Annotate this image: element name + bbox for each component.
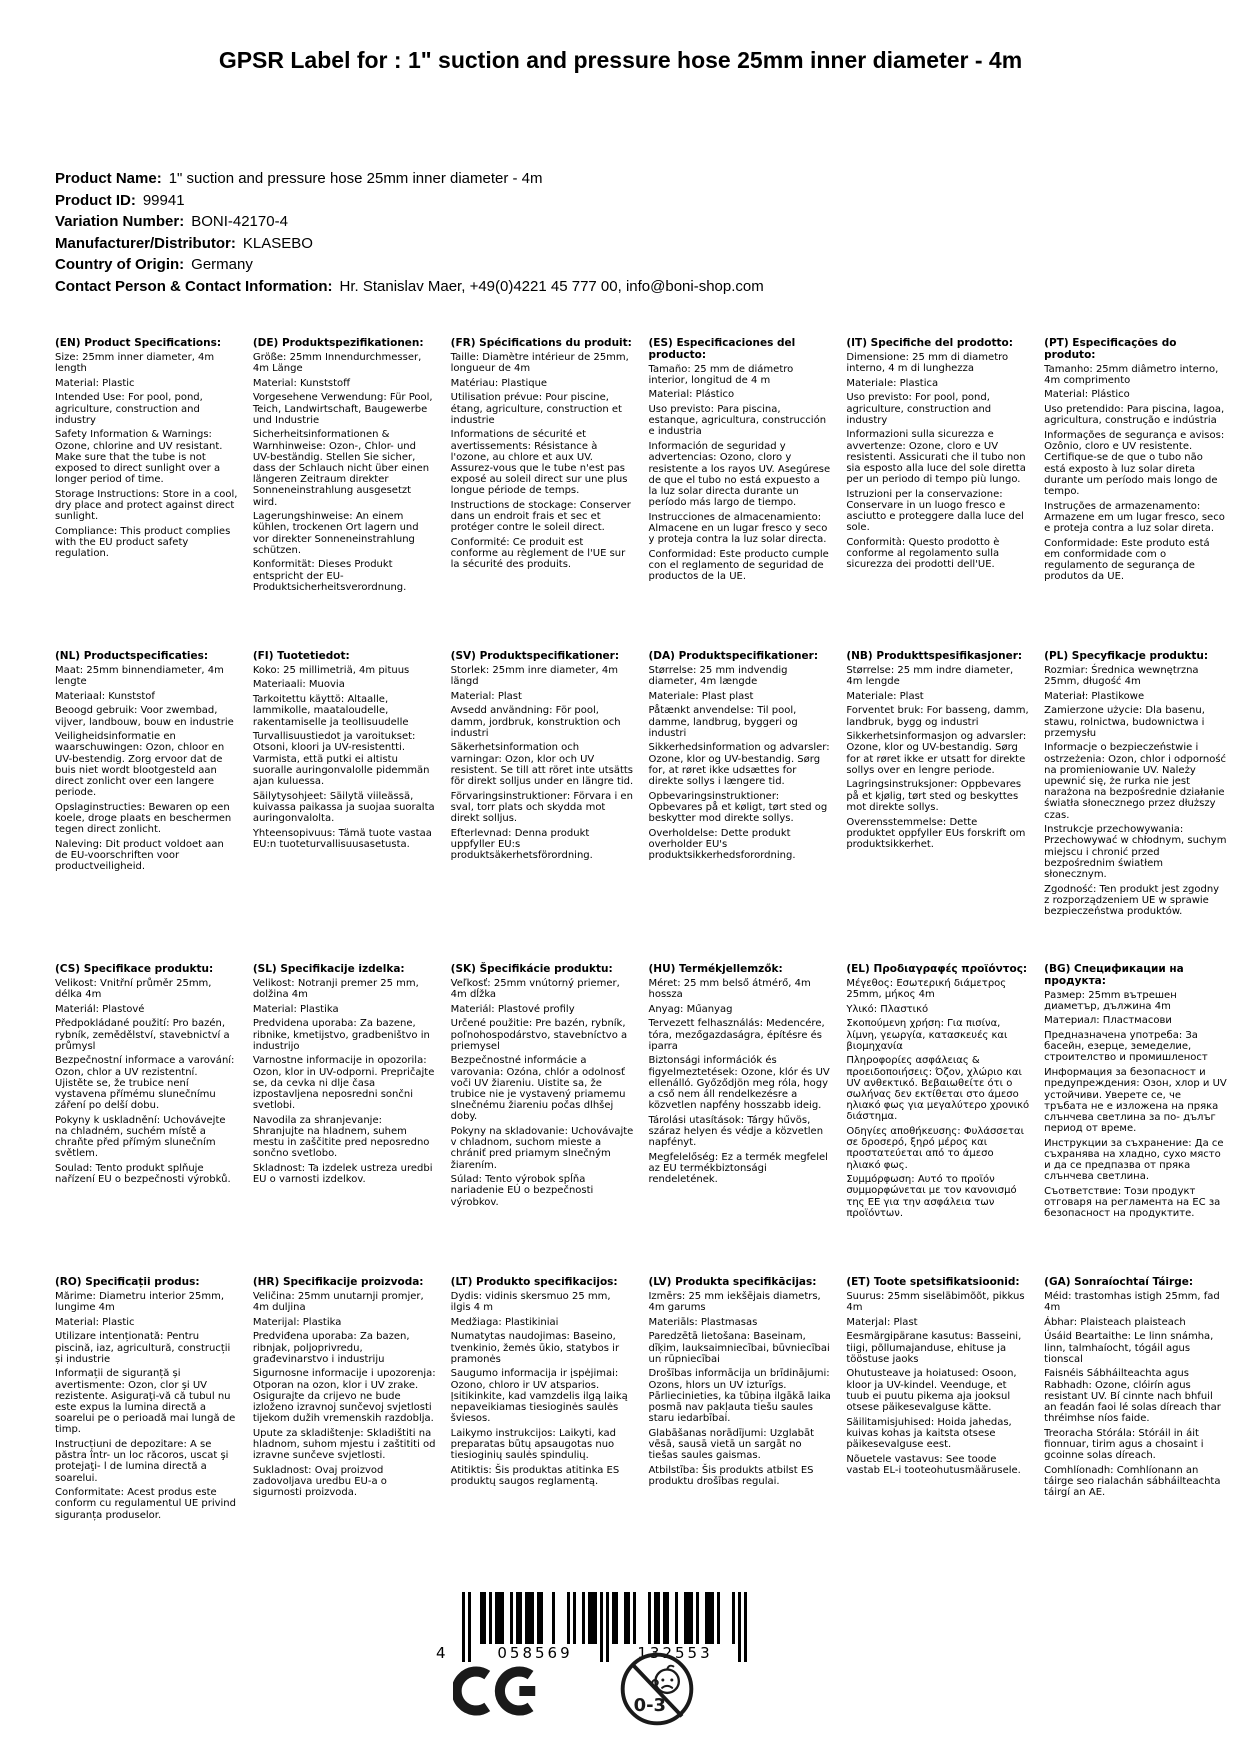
product-info-value: 99941 — [142, 191, 185, 209]
spec-paragraph: Zgodność: Ten produkt jest zgodny z rozporządzeniem UE w sprawie bezpieczeństwa produktów. — [1044, 883, 1220, 917]
spec-paragraph: Informacje o bezpieczeństwie i ostrzeżenia: Ozon, chlor i odporność na promieniowanie UV. Należy upewnić się, że rurka nie jest narażona na bezpośrednie działanie światła słonecznego przez dłuższy czas. — [1044, 742, 1227, 821]
spec-paragraph: Glabāšanas norādījumi: Uzglabāt vēsā, sausā vietā un sargāt no tiešas saules gaismas. — [648, 1427, 815, 1462]
spec-block-el — [846, 964, 1029, 1223]
spec-paragraph: Intended Use: For pool, pond, agriculture, construction and industry — [55, 392, 203, 426]
spec-paragraph: Материал: Пластмасови — [1044, 1015, 1172, 1027]
product-info-row — [55, 233, 764, 255]
spec-block-pl — [1044, 651, 1227, 921]
spec-block-sk — [451, 964, 634, 1211]
spec-block-header: (GA) Sonraíochtaí Táirge: — [1044, 1276, 1194, 1288]
spec-block-header: (SK) Špecifikácie produktu: — [450, 963, 613, 975]
spec-block-header: (FI) Tuotetiedot: — [252, 650, 350, 662]
spec-paragraph: Yhteensopivuus: Tämä tuote vastaa EU:n tuoteturvallisuusasetusta. — [252, 827, 432, 850]
barcode-digits-group2: 132553 — [613, 1644, 737, 1662]
spec-paragraph: Lagerungshinweise: An einem kühlen, trockenen Ort lagern und vor direkter Sonneneinstrahlung schützen. — [252, 511, 419, 556]
spec-paragraph: Materiale: Plast plast — [648, 690, 754, 702]
spec-paragraph: Material: Plast — [450, 690, 522, 702]
product-info-label: Variation Number: — [55, 213, 185, 230]
spec-block-hr — [253, 1277, 436, 1502]
spec-block-header: (NB) Produkttspesifikasjoner: — [846, 650, 1023, 662]
spec-paragraph: Sigurnosne informacije i upozorenja: Otporan na ozon, klor i UV zrake. Osigurajte da crijevo ne bude izloženo izravnoj sunčevoj svjetlosti tijekom dužih vremenskih razdoblja. — [252, 1368, 436, 1425]
spec-paragraph: Materiale: Plastica — [846, 377, 939, 389]
spec-paragraph: Treoracha Stórála: Stóráil in áit fionnuar, tirim agus a chosaint i gcoinne solas díreach. — [1044, 1427, 1204, 1462]
spec-paragraph: Navodila za shranjevanje: Shranjujte na hladnem, suhem mestu in zaščitite pred neposredno sončno svetlobo. — [252, 1114, 430, 1160]
spec-paragraph: Tárolási utasítások: Tárgy hűvös, száraz helyen és védje a közvetlen napfényt. — [648, 1114, 824, 1149]
spec-paragraph: Bezpečnostní informace a varování: Ozon, chlor a UV rezistentní. Ujistěte se, že trubice není vystavena přímému slunečnímu záření po delší dobu. — [55, 1055, 235, 1112]
spec-paragraph: Konformität: Dieses Produkt entspricht der EU-Produktsicherheitsverordnung. — [252, 559, 407, 593]
product-info — [55, 168, 764, 297]
spec-paragraph: Съответствие: Този продукт отговаря на регламента на ЕС за безопасност на продуктите. — [1044, 1186, 1221, 1220]
spec-paragraph: Megfelelőség: Ez a termék megfelel az EU termékbiztonsági rendeletének. — [648, 1151, 828, 1186]
svg-text:0-3: 0-3 — [633, 1694, 666, 1716]
spec-block-de — [253, 338, 436, 597]
spec-paragraph: Material: Plastic — [55, 1316, 135, 1328]
spec-block-lt — [451, 1277, 634, 1491]
spec-paragraph: Opslaginstructies: Bewaren op een koele, droge plaats en beschermen tegen direct zonlicht. — [55, 801, 232, 836]
spec-paragraph: Tervezett felhasználás: Medencére, tóra, mezőgazdaságra, építésre és iparra — [648, 1018, 825, 1052]
spec-paragraph: Størrelse: 25 mm indre diameter, 4m lengde — [846, 664, 1014, 687]
spec-block-cs — [55, 964, 238, 1189]
spec-paragraph: Conformità: Questo prodotto è conforme al regolamento sulla sicurezza dei prodotti dell'UE. — [846, 537, 1000, 571]
spec-paragraph: Sicherheitsinformationen & Warnhinweise: Ozon-, Chlor- und UV-beständig. Stellen Sie sicher, dass der Schlauch nicht über einen längeren Zeitraum direkter Sonneneinstrahlung ausgesetzt wird. — [252, 429, 430, 508]
spec-paragraph: Instrucțiuni de depozitare: A se păstra într- un loc răcoros, uscat şi protejaţi- l de lumina directă a soarelui. — [55, 1439, 229, 1484]
spec-paragraph: Storlek: 25mm inre diameter, 4m längd — [450, 664, 618, 687]
spec-block-header: (DE) Produktspezifikationen: — [252, 337, 424, 349]
spec-block-header: (CS) Specifikace produktu: — [55, 963, 214, 975]
spec-block-header: (SL) Specifikacije izdelka: — [252, 963, 405, 975]
spec-paragraph: Συμμόρφωση: Αυτό το προϊόν συμμορφώνεται με τον κανονισμό της ΕΕ για την ασφάλεια των προϊόντων. — [846, 1174, 1017, 1219]
spec-paragraph: Säkerhetsinformation och varningar: Ozon, klor och UV resistent. Se till att röret inte utsätts för direkt solljus under en längre tid. — [450, 742, 634, 787]
spec-block-header: (ET) Toote spetsifikatsioonid: — [846, 1276, 1020, 1288]
spec-block-es — [648, 338, 831, 586]
spec-paragraph: Uso pretendido: Para piscina, lagoa, agricultura, construção e indústria — [1044, 404, 1225, 427]
spec-paragraph: Förvaringsinstruktioner: Förvara i en sval, torr plats och skydda mot direkt solljus. — [450, 790, 633, 824]
spec-paragraph: Tarkoitettu käyttö: Altaalle, lammikolle, maataloudelle, rakentamiselle ja teollisuudelle — [252, 694, 409, 728]
spec-paragraph: Nõuetele vastavus: See toode vastab EL-i tooteohutusmäärusele. — [846, 1453, 1021, 1476]
spec-paragraph: Efterlevnad: Denna produkt uppfyller EU:s produktsäkerhetsförordning. — [450, 827, 593, 862]
spec-paragraph: Atbilstība: Šis produkts atbilst ES produktu drošības regulai. — [648, 1464, 814, 1488]
spec-paragraph: Påtænkt anvendelse: Til pool, damme, landbrug, byggeri og industri — [648, 705, 798, 739]
product-info-label: Contact Person & Contact Information: — [55, 277, 333, 295]
spec-block-it — [846, 338, 1029, 574]
spec-paragraph: Predvidena uporaba: Za bazene, ribnike, kmetijstvo, gradbeništvo in industrijo — [252, 1018, 430, 1052]
spec-paragraph: Atitiktis: Šis produktas atitinka ES produktų saugos reglamentą. — [450, 1464, 620, 1488]
product-info-value: 1" suction and pressure hose 25mm inner diameter - 4m — [168, 170, 543, 187]
product-info-label: Manufacturer/Distributor: — [55, 234, 236, 252]
spec-paragraph: Material: Kunststoff — [252, 377, 351, 389]
spec-paragraph: Určené použitie: Pre bazén, rybník, poľnohospodárstvo, stavebníctvo a priemysel — [450, 1018, 628, 1052]
spec-block-nl — [55, 651, 238, 876]
spec-paragraph: Naleving: Dit product voldoet aan de EU-voorschriften voor productveiligheid. — [55, 838, 224, 873]
spec-paragraph: Anyag: Műanyag — [648, 1003, 733, 1015]
spec-paragraph: Size: 25mm inner diameter, 4m length — [55, 351, 215, 374]
spec-paragraph: Zamierzone użycie: Dla basenu, stawu, rolnictwa, budownictwa i przemysłu — [1044, 705, 1205, 739]
spec-paragraph: Lagringsinstruksjoner: Oppbevares på et kjølig, tørt sted og beskyttes mot direkte sollys. — [846, 779, 1022, 813]
ce-mark-icon — [453, 1660, 541, 1726]
spec-paragraph: Predviđena uporaba: Za bazen, ribnjak, poljoprivredu, građevinarstvo i industriju — [252, 1331, 410, 1365]
spec-paragraph: Pokyny na skladovanie: Uchovávajte v chladnom, suchom mieste a chrániť pred priamym slnečným žiarením. — [450, 1126, 634, 1171]
spec-block-bg — [1044, 964, 1227, 1223]
spec-paragraph: Skladnost: Ta izdelek ustreza uredbi EU o varnosti izdelkov. — [252, 1163, 433, 1186]
spec-paragraph: Bezpečnostné informácie a varovania: Ozóna, chlór a odolnosť voči UV žiareniu. Uistite sa, že trubice nie je vystavený priamemu slnečnému žiareniu počas dlhšej doby. — [450, 1055, 626, 1123]
spec-block-header: (ES) Especificaciones del producto: — [648, 337, 796, 361]
spec-paragraph: Informazioni sulla sicurezza e avvertenze: Ozone, cloro e UV resistenti. Assicurati che il tubo non sia esposto alla luce del sole diretta per un periodo di tempo più lungo. — [846, 429, 1026, 486]
product-info-label: Country of Origin: — [55, 256, 185, 273]
spec-block-header: (HU) Termékjellemzők: — [648, 963, 783, 975]
spec-paragraph: Saugumo informacija ir įspėjimai: Ozono, chloro ir UV atsparios. Įsitikinkite, kad vamzdelis ilgą laiką nepaveikiamas tiesioginės saulės šviesos. — [450, 1368, 628, 1425]
barcode-digits-group1: 058569 — [473, 1644, 597, 1662]
spec-paragraph: Materiaali: Muovia — [252, 679, 345, 691]
spec-paragraph: Izmērs: 25 mm iekšējais diametrs, 4m garums — [648, 1290, 821, 1313]
spec-block-header: (BG) Спецификации на продукта: — [1044, 963, 1184, 987]
spec-paragraph: Οδηγίες αποθήκευσης: Φυλάσσεται σε δροσερό, ξηρό μέρος και προστατεύεται από το άμεσο ηλιακό φως. — [846, 1126, 1025, 1171]
spec-paragraph: Storage Instructions: Store in a cool, dry place and protect against direct sunlight. — [55, 488, 238, 523]
spec-paragraph: Υλικό: Πλαστικό — [846, 1003, 929, 1015]
spec-block-header: (IT) Specifiche del prodotto: — [846, 337, 1013, 349]
spec-paragraph: Maat: 25mm binnendiameter, 4m lengte — [55, 664, 224, 687]
spec-block-hu — [648, 964, 831, 1189]
spec-paragraph: Materiał: Plastikowe — [1044, 690, 1145, 702]
spec-block-header: (SV) Produktspecifikationer: — [450, 650, 620, 662]
spec-block-header: (EN) Product Specifications: — [55, 337, 222, 349]
spec-paragraph: Información de seguridad y advertencias: Ozono, cloro y resistente a los rayos UV. Asegúrese de que el tubo no está expuesto a la luz solar directa durante un período más largo de tiempo. — [648, 441, 831, 509]
spec-paragraph: Mărime: Diametru interior 25mm, lungime 4m — [55, 1290, 225, 1313]
spec-paragraph: Safety Information & Warnings: Ozone, chlorine and UV resistant. Make sure that the tube is not exposed to direct sunlight over a longer period of time. — [55, 429, 223, 486]
spec-block-sl — [253, 964, 436, 1189]
spec-paragraph: Laikymo instrukcijos: Laikyti, kad preparatas būtų apsaugotas nuo tiesioginių saulės spindulių. — [450, 1427, 616, 1462]
product-info-label: Product Name: — [55, 170, 162, 187]
spec-block-da — [648, 651, 831, 865]
ean13-barcode — [436, 1592, 747, 1666]
spec-block-header: (LT) Produkto specifikacijos: — [450, 1276, 618, 1288]
spec-paragraph: Utilisation prévue: Pour piscine, étang, agriculture, construction et industrie — [450, 392, 622, 426]
product-info-row — [55, 168, 764, 190]
spec-paragraph: Koko: 25 millimetriä, 4m pituus — [252, 664, 410, 676]
spec-paragraph: Opbevaringsinstruktioner: Opbevares på et køligt, tørt sted og beskytter mod direkte sollys. — [648, 790, 828, 824]
spec-block-header: (NL) Productspecificaties: — [55, 650, 209, 662]
spec-paragraph: Rozmiar: Średnica wewnętrzna 25mm, długość 4m — [1044, 664, 1199, 687]
spec-block-header: (LV) Produkta specifikācijas: — [648, 1276, 817, 1288]
product-info-value: Hr. Stanislav Maer, +49(0)4221 45 777 00, info@boni-shop.com — [339, 277, 764, 295]
product-info-row — [55, 211, 764, 233]
spec-paragraph: Vorgesehene Verwendung: Für Pool, Teich, Landwirtschaft, Baugewerbe und Industrie — [252, 392, 433, 426]
product-info-value: BONI-42170-4 — [191, 213, 288, 230]
spec-paragraph: Beoogd gebruik: Voor zwembad, vijver, landbouw, bouw en industrie — [55, 705, 234, 728]
spec-block-sv — [451, 651, 634, 865]
spec-paragraph: Numatytas naudojimas: Baseino, tvenkinio, žemės ūkio, statybos ir pramonės — [450, 1331, 620, 1365]
spec-block-header: (PL) Specyfikacje produktu: — [1044, 650, 1209, 662]
spec-paragraph: Instructions de stockage: Conserver dans un endroit frais et sec et protéger contre le soleil direct. — [450, 500, 631, 534]
spec-paragraph: Eesmärgipärane kasutus: Basseini, tiigi, põllumajanduse, ehituse ja tööstuse jaoks — [846, 1331, 1022, 1365]
spec-paragraph: Tamaño: 25 mm de diámetro interior, longitud de 4 m — [648, 363, 794, 386]
spec-block-et — [846, 1277, 1029, 1480]
spec-paragraph: Úsáid Beartaithe: Le linn snámha, linn, talmhaíocht, tógáil agus tionscal — [1044, 1331, 1214, 1365]
spec-block-header: (FR) Spécifications du produit: — [450, 337, 632, 349]
age-warning-0-3-icon — [618, 1650, 696, 1732]
spec-block-header: (PT) Especificações do produto: — [1044, 337, 1177, 361]
spec-paragraph: Utilizare intenționată: Pentru piscină, iaz, agricultură, construcții și industrie — [55, 1331, 231, 1365]
spec-paragraph: Ábhar: Plaisteach plaisteach — [1044, 1316, 1186, 1328]
spec-paragraph: Materiaal: Kunststof — [55, 690, 155, 702]
spec-paragraph: Faisnéis Sábháilteachta agus Rabhadh: Ozone, clóirín agus resistant UV. Bí cinnte nach bhfuil an feadán faoi lé solas díreach thar thréimhse níos faide. — [1044, 1368, 1221, 1425]
page-title: GPSR Label for : 1" suction and pressure hose 25mm inner diameter - 4m — [218, 47, 1023, 73]
spec-paragraph: Material: Plastika — [252, 1003, 339, 1015]
spec-paragraph: Instrucciones de almacenamiento: Almacene en un lugar fresco y seco y proteja contra la luz solar directa. — [648, 511, 828, 546]
spec-paragraph: Upute za skladištenje: Skladištiti na hladnom, suhom mjestu i zaštititi od izravne sunčeve svjetlosti. — [252, 1427, 436, 1462]
product-info-row — [55, 276, 764, 298]
spec-paragraph: Veľkosť: 25mm vnútorný priemer, 4m dĺžka — [450, 977, 620, 1000]
spec-paragraph: Matériau: Plastique — [450, 377, 548, 389]
spec-paragraph: Drošības informācija un brīdinājumi: Ozons, hlors un UV izturīgs. Pārliecinieties, ka tūbiņa ilgākā laika posmā nav pakļauta tiešu saules staru iedarbībai. — [648, 1368, 831, 1425]
spec-paragraph: Sukladnost: Ovaj proizvod zadovoljava uredbu EU-a o sigurnosti proizvoda. — [252, 1464, 387, 1499]
spec-block-header: (DA) Produktspecifikationer: — [648, 650, 819, 662]
spec-paragraph: Größe: 25mm Innendurchmesser, 4m Länge — [252, 351, 422, 374]
spec-block-ga — [1044, 1277, 1227, 1502]
spec-paragraph: Comhlíonadh: Comhlíonann an táirge seo rialachán sábháilteachta táirgí an AE. — [1044, 1464, 1221, 1499]
spec-paragraph: Dimensione: 25 mm di diametro interno, 4 m di lunghezza — [846, 351, 1009, 374]
spec-paragraph: Material: Plastic — [55, 377, 135, 389]
spec-paragraph: Velikost: Notranji premer 25 mm, dolžina 4m — [252, 977, 419, 1000]
spec-paragraph: Uso previsto: Para piscina, estanque, agricultura, construcción e industria — [648, 404, 827, 438]
product-info-value: KLASEBO — [242, 234, 313, 252]
spec-paragraph: Информация за безопасност и предупреждения: Озон, хлор и UV устойчиви. Уверете се, че тръбата не е изложена на пряка слънчева светлина за по- дълъг период от време. — [1044, 1067, 1227, 1135]
spec-paragraph: Størrelse: 25 mm indvendig diameter, 4m længde — [648, 664, 788, 687]
product-info-row — [55, 254, 764, 276]
spec-block-en — [55, 338, 238, 563]
spec-paragraph: Instrukcje przechowywania: Przechowywać w chłodnym, suchym miejscu i chronić przed bezpośrednim światłem słonecznym. — [1044, 824, 1227, 880]
spec-paragraph: Material: Plástico — [648, 389, 735, 401]
spec-paragraph: Инструкции за съхранение: Да се съхранява на хладно, сухо място и да се предпазва от пряка слънчева светлина. — [1044, 1137, 1224, 1183]
spec-paragraph: Sikkerhedsinformation og advarsler: Ozone, klor og UV-bestandig. Sørg for, at røret ikke udsættes for direkte sollys i længere tid. — [648, 742, 830, 787]
spec-paragraph: Säilitamisjuhised: Hoida jahedas, kuivas kohas ja kaitsta otsese päikesevalguse eest. — [846, 1416, 1012, 1450]
spec-paragraph: Uso previsto: For pool, pond, agriculture, construction and industry — [846, 392, 992, 426]
spec-paragraph: Medžiaga: Plastikiniai — [450, 1316, 559, 1328]
spec-paragraph: Σκοπούμενη χρήση: Για πισίνα, λίμνη, γεωργία, κατασκευές και βιομηχανία — [846, 1018, 1008, 1052]
spec-paragraph: Materiál: Plastové profily — [450, 1003, 575, 1015]
spec-paragraph: Veiligheidsinformatie en waarschuwingen: Ozon, chloor en UV-bestendig. Zorg ervoor dat de buis niet wordt blootgesteld aan direct zonlicht over een langere periode. — [55, 731, 225, 799]
spec-paragraph: Säilytysohjeet: Säilytä viileässä, kuivassa paikassa ja suojaa suoralta auringonvalolta. — [252, 790, 435, 824]
spec-paragraph: Material: Plástico — [1044, 389, 1130, 401]
spec-paragraph: Dydis: vidinis skersmuo 25 mm, ilgis 4 m — [450, 1290, 611, 1313]
spec-paragraph: Paredzētā lietošana: Baseinam, dīķim, lauksaimniecībai, būvniecībai un rūpniecībai — [648, 1331, 830, 1365]
spec-paragraph: Méret: 25 mm belső átmérő, 4m hossza — [648, 977, 811, 1000]
spec-paragraph: Méid: trastomhas istigh 25mm, fad 4m — [1044, 1290, 1220, 1313]
spec-paragraph: Informations de sécurité et avertissements: Résistance à l'ozone, au chlore et aux UV. Assurez-vous que le tube n'est pas exposé au soleil direct sur une plus longue période de temps. — [450, 429, 628, 497]
spec-block-fi — [253, 651, 436, 854]
spec-grid — [55, 338, 1227, 1590]
spec-paragraph: Размер: 25mm вътрешен диаметър, дължина 4m — [1044, 989, 1177, 1012]
spec-paragraph: Conformitate: Acest produs este conform cu regulamentul UE privind siguranța produselor. — [55, 1487, 236, 1521]
spec-paragraph: Предназначена употреба: За басейн, езерце, земеделие, строителство и промишленост — [1044, 1030, 1208, 1064]
spec-block-nb — [846, 651, 1029, 854]
spec-paragraph: Taille: Diamètre intérieur de 25mm, longueur de 4m — [450, 351, 629, 374]
spec-paragraph: Compliance: This product complies with the EU product safety regulation. — [55, 525, 231, 560]
spec-paragraph: Turvallisuustiedot ja varoitukset: Otsoni, kloori ja UV-resistentti. Varmista, että putki ei altistu suoralle auringonvalolle pidemmän ajan kuluessa. — [252, 731, 430, 787]
spec-paragraph: Informações de segurança e avisos: Ozônio, cloro e UV resistente. Certifique-se de que o tubo não está exposto à luz solar direta durante um período mais longo de tempo. — [1044, 429, 1225, 497]
spec-paragraph: Varnostne informacije in opozorila: Ozon, klor in UV-odporni. Prepričajte se, da cevka ni dlje časa izpostavljena neposredni sončni svetlobi. — [252, 1055, 435, 1112]
spec-paragraph: Overensstemmelse: Dette produktet oppfyller EUs forskrift om produktsikkerhet. — [846, 816, 1026, 850]
spec-block-lv — [648, 1277, 831, 1491]
spec-paragraph: Předpokládané použití: Pro bazén, rybník, zemědělství, stavebnictví a průmysl — [55, 1018, 230, 1052]
product-info-label: Product ID: — [55, 191, 136, 209]
spec-paragraph: Ohutusteave ja hoiatused: Osoon, kloor ja UV-kindel. Veenduge, et tuub ei puutu pikema aja jooksul otsese päikesevalguse kätte. — [846, 1368, 1017, 1413]
spec-paragraph: Biztonsági információk és figyelmeztetések: Ozone, klór és UV ellenálló. Győződjön meg róla, hogy a cső nem áll rendelkezésre a közvetlen napfény hosszabb ideig. — [648, 1055, 830, 1112]
spec-paragraph: Instruções de armazenamento: Armazene em um lugar fresco, seco e proteja contra a luz solar direta. — [1044, 500, 1225, 534]
spec-paragraph: Tamanho: 25mm diâmetro interno, 4m comprimento — [1044, 363, 1219, 386]
product-info-value: Germany — [191, 256, 253, 273]
spec-paragraph: Sikkerhetsinformasjon og advarsler: Ozone, klor og UV-bestandig. Sørg for at røret ikke er utsatt for direkte sollys over en lengre periode. — [846, 731, 1027, 776]
spec-paragraph: Πληροφορίες ασφάλειας & προειδοποιήσεις: Όζον, χλώριο και UV ανθεκτικό. Βεβαιωθείτε ότι ο σωλήνας δεν εκτίθεται στο άμεσο ηλιακό φως για μεγαλύτερο χρονικό διάστημα. — [846, 1055, 1030, 1123]
spec-paragraph: Veličina: 25mm unutarnji promjer, 4m duljina — [252, 1290, 424, 1313]
spec-paragraph: Materjal: Plast — [846, 1316, 918, 1328]
spec-paragraph: Informații de siguranță și avertismente: Ozon, clor şi UV rezistente. Asiguraţi-vă că tubul nu este expus la lumina directă a soarelui pe o perioadă mai lungă de timp. — [55, 1368, 236, 1436]
spec-paragraph: Materiale: Plast — [846, 690, 924, 702]
spec-paragraph: Overholdelse: Dette produkt overholder EU's produktsikkerhedsforordning. — [648, 827, 796, 862]
spec-paragraph: Avsedd användning: För pool, damm, jordbruk, konstruktion och industri — [450, 705, 621, 739]
spec-block-ro — [55, 1277, 238, 1524]
spec-block-header: (RO) Specificații produs: — [55, 1276, 200, 1288]
spec-paragraph: Suurus: 25mm siseläbimõõt, pikkus 4m — [846, 1290, 1025, 1313]
spec-paragraph: Materiál: Plastové — [55, 1003, 145, 1015]
spec-paragraph: Materijal: Plastika — [252, 1316, 342, 1328]
spec-paragraph: Soulad: Tento produkt splňuje nařízení EU o bezpečnosti výrobků. — [55, 1163, 231, 1186]
spec-block-fr — [451, 338, 634, 574]
spec-block-header: (EL) Προδιαγραφές προϊόντος: — [846, 963, 1028, 975]
product-info-row — [55, 190, 764, 212]
spec-paragraph: Istruzioni per la conservazione: Conservare in un luogo fresco e asciutto e proteggere dalla luce del sole. — [846, 488, 1024, 534]
spec-block-header: (HR) Specifikacije proizvoda: — [252, 1276, 424, 1288]
spec-paragraph: Súlad: Tento výrobok spĺňa nariadenie EÚ o bezpečnosti výrobkov. — [450, 1174, 594, 1208]
spec-paragraph: Pokyny k uskladnění: Uchovávejte na chladném, suchém místě a chraňte před přímým slunečním světlem. — [55, 1114, 226, 1160]
spec-paragraph: Conformidad: Este producto cumple con el reglamento de seguridad de productos de la UE. — [648, 548, 829, 583]
spec-paragraph: Conformité: Ce produit est conforme au règlement de l'UE sur la sécurité des produits. — [450, 537, 626, 571]
spec-paragraph: Materiāls: Plastmasas — [648, 1316, 758, 1328]
spec-paragraph: Conformidade: Este produto está em conformidade com o regulamento de segurança de produtos da UE. — [1044, 537, 1210, 583]
spec-paragraph: Forventet bruk: For basseng, damm, landbruk, bygg og industri — [846, 705, 1029, 728]
spec-paragraph: Velikost: Vnitřní průměr 25mm, délka 4m — [55, 977, 212, 1000]
barcode-module — [744, 1592, 747, 1662]
spec-paragraph: Μέγεθος: Εσωτερική διάμετρος 25mm, μήκος 4m — [846, 977, 1007, 1000]
spec-block-pt — [1044, 338, 1227, 586]
barcode-digit-left: 4 — [436, 1644, 446, 1662]
